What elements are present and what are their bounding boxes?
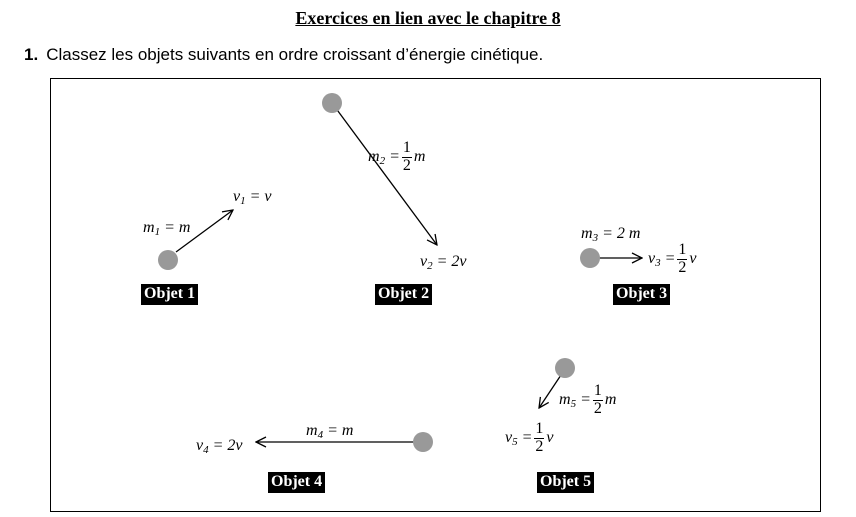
velocity-label-1: $v_1 = v$ (233, 188, 272, 207)
ball-1 (158, 250, 178, 270)
mass-label-3: $m_3 = 2$ m (581, 225, 641, 244)
object-label-3: Objet 3 (613, 284, 670, 305)
mass-label-4: $m_4 = m$ (306, 422, 354, 441)
question-text: Classez les objets suivants en ordre croissant d’énergie cinétique. (46, 45, 544, 64)
ball-4 (413, 432, 433, 452)
ball-5 (555, 358, 575, 378)
mass-label-5: $m_5$ = $\frac{1}{2}$ m (559, 382, 617, 417)
page-title: Exercices en lien avec le chapitre 8 (295, 8, 561, 28)
mass-fraction-2: $\frac{1}{2}$ (402, 139, 411, 174)
mass-label-2: $m_2$ = $\frac{1}{2}$ m (368, 139, 426, 174)
velocity-label-4: $v_4 = 2v$ (196, 437, 243, 456)
object-label-5: Objet 5 (537, 472, 594, 493)
question-number: 1. (24, 45, 39, 64)
velocity-label-2: $v_2 = 2v$ (420, 253, 467, 272)
ball-3 (580, 248, 600, 268)
velocity-label-5: $v_5$ = $\frac{1}{2}$ v (505, 420, 554, 455)
velocity-fraction-5: $\frac{1}{2}$ (535, 420, 544, 455)
velocity-fraction-3: $\frac{1}{2}$ (678, 241, 687, 276)
velocity-label-3: $v_3$ = $\frac{1}{2}$ v (648, 241, 697, 276)
mass-label-1: $m_1 = m$ (143, 219, 191, 238)
object-label-4: Objet 4 (268, 472, 325, 493)
ball-2 (322, 93, 342, 113)
object-label-1: Objet 1 (141, 284, 198, 305)
mass-fraction-5: $\frac{1}{2}$ (593, 382, 602, 417)
object-label-2: Objet 2 (375, 284, 432, 305)
